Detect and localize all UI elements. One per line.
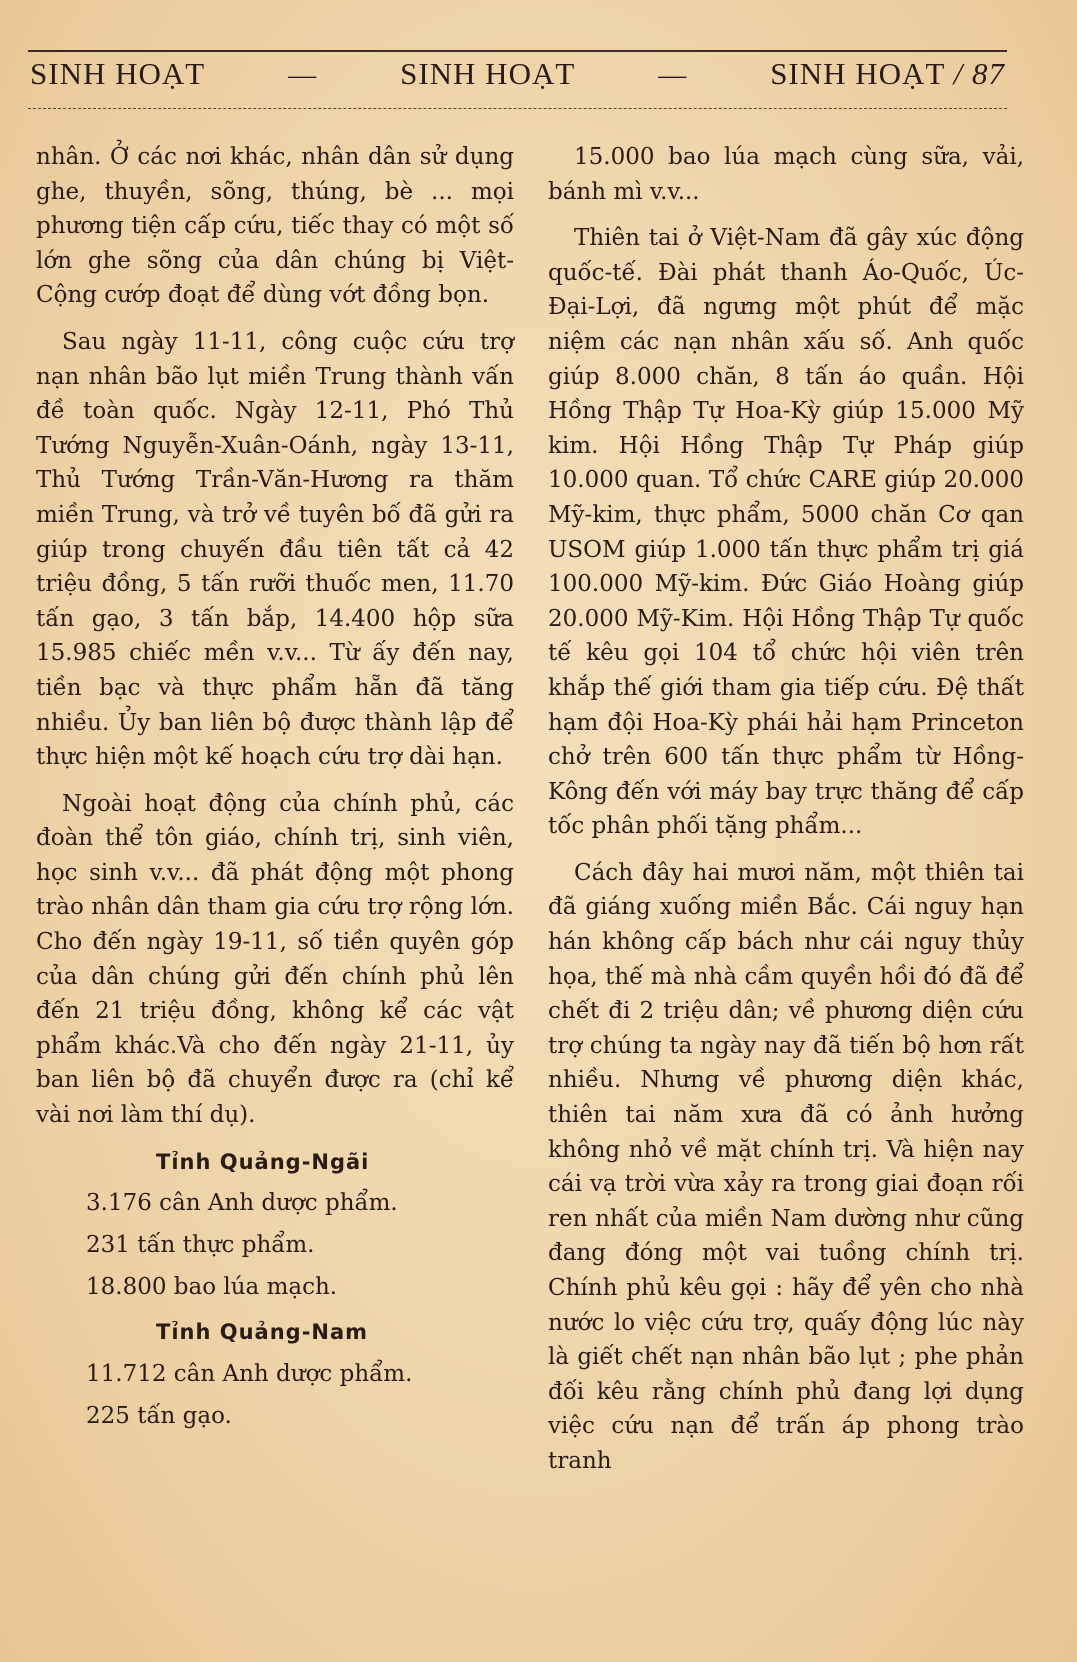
list-item: 18.800 bao lúa mạch. — [86, 1274, 338, 1301]
list-item: 3.176 cân Anh dược phẩm. — [86, 1190, 398, 1217]
running-header — [30, 56, 1005, 102]
page-number: / 87 — [953, 56, 1005, 91]
right-paragraph-2: Thiên tai ở Việt-Nam đã gây xúc động quốc-tế. Đài phát thanh Áo-Quốc, Úc-Đại-Lợi, đã ngưng một phút để mặc niệm các nạn nhân xấu số. Anh quốc giúp 8.000 chăn, 8 tấn áo quần. Hội Hồng Thập Tự Hoa-Kỳ giúp 15.000 Mỹ kim. Hội Hồng Thập Tự Pháp giúp 10.000 quan. Tổ chức CARE giúp 20.000 Mỹ-kim, thực phẩm, 5000 chăn Cơ qan USOM giúp 1.000 tấn thực phẩm trị giá 100.000 Mỹ-kim. Đức Giáo Hoàng giúp 20.000 Mỹ-Kim. Hội Hồng Thập Tự quốc tế kêu gọi 104 tổ chức hội viên trên khắp thế giới tham gia tiếp cứu. Đệ thất hạm đội Hoa-Kỳ phái hải hạm Princeton chở trên 600 tấn thực phẩm từ Hồng-Kông đến với máy bay trực thăng để cấp tốc phân phối tặng phẩm... — [548, 225, 1024, 840]
header-center: SINH HOẠT — [400, 56, 576, 91]
header-separator-1: — — [288, 60, 318, 91]
province-heading-quang-nam: Tỉnh Quảng-Nam — [156, 1320, 369, 1345]
list-item: 225 tấn gạo. — [86, 1402, 232, 1429]
right-paragraph-3: Cách đây hai mươi năm, một thiên tai đã giáng xuống miền Bắc. Cái nguy hạn hán không cấp bách như cái nguy thủy họa, thế mà nhà cầm quyền hồi đó đã để chết đi 2 triệu dân; về phương diện cứu trợ chúng ta ngày nay đã tiến bộ hơn rất nhiều. Nhưng về phương diện khác, thiên tai năm xưa đã có ảnh hưởng không nhỏ về mặt chính trị. Và hiện nay cái vạ trời vừa xảy ra trong giai đoạn rối ren nhất của miền Nam dường như cũng đang đóng một vai tuồng chính trị. Chính phủ kêu gọi : hãy để yên cho nhà nước lo việc cứu trợ, quấy động lúc này là giết chết nạn nhân bão lụt ; phe phản đối kêu rằng chính phủ đang lợi dụng việc cứu nạn để trấn áp phong trào tranh — [548, 859, 1024, 1474]
left-paragraph-3: Ngoài hoạt động của chính phủ, các đoàn thể tôn giáo, chính trị, sinh viên, học sinh v.v... đã phát động một phong trào nhân dân tham gia cứu trợ rộng lớn. Cho đến ngày 19-11, số tiền quyên góp của dân chúng gửi đến chính phủ lên đến 21 triệu đồng, không kể các vật phẩm khác.Và cho đến ngày 21-11, ủy ban liên bộ đã chuyển được ra (chỉ kể vài nơi làm thí dụ). — [36, 790, 514, 1129]
list-item: 231 tấn thực phẩm. — [86, 1232, 315, 1259]
left-column — [36, 140, 514, 1440]
header-bottom-rule — [28, 108, 1007, 109]
header-separator-2: — — [658, 60, 688, 91]
left-paragraph-2: Sau ngày 11-11, công cuộc cứu trợ nạn nhân bão lụt miền Trung thành vấn đề toàn quốc. Ngày 12-11, Phó Thủ Tướng Nguyễn-Xuân-Oánh, ngày 13-11, Thủ Tướng Trần-Văn-Hương ra thăm miền Trung, và trở về tuyên bố đã gửi ra giúp trong chuyến đầu tiên tất cả 42 triệu đồng, 5 tấn rưỡi thuốc men, 11.70 tấn gạo, 3 tấn bắp, 14.400 hộp sữa 15.985 chiếc mền v.v... Từ ấy đến nay, tiền bạc và thực phẩm hẵn đã tăng nhiều. Ủy ban liên bộ được thành lập để thực hiện một kế hoạch cứu trợ dài hạn. — [36, 328, 514, 771]
header-right — [770, 56, 1005, 92]
province-heading-quang-ngai: Tỉnh Quảng-Ngãi — [156, 1149, 370, 1174]
header-top-rule — [28, 50, 1007, 52]
list-item: 11.712 cân Anh dược phẩm. — [86, 1360, 413, 1387]
header-left: SINH HOẠT — [30, 56, 206, 91]
header-right-title: SINH HOẠT — [770, 56, 945, 91]
right-column — [548, 140, 1024, 1491]
left-paragraph-1: nhân. Ở các nơi khác, nhân dân sử dụng ghe, thuyền, sõng, thúng, bè ... mọi phương tiện cấp cứu, tiếc thay có một số lớn ghe sõng của dân chúng bị Việt-Cộng cướp đoạt để dùng vớt đồng bọn. — [36, 144, 514, 309]
right-paragraph-1: 15.000 bao lúa mạch cùng sữa, vải, bánh mì v.v... — [548, 144, 1024, 205]
